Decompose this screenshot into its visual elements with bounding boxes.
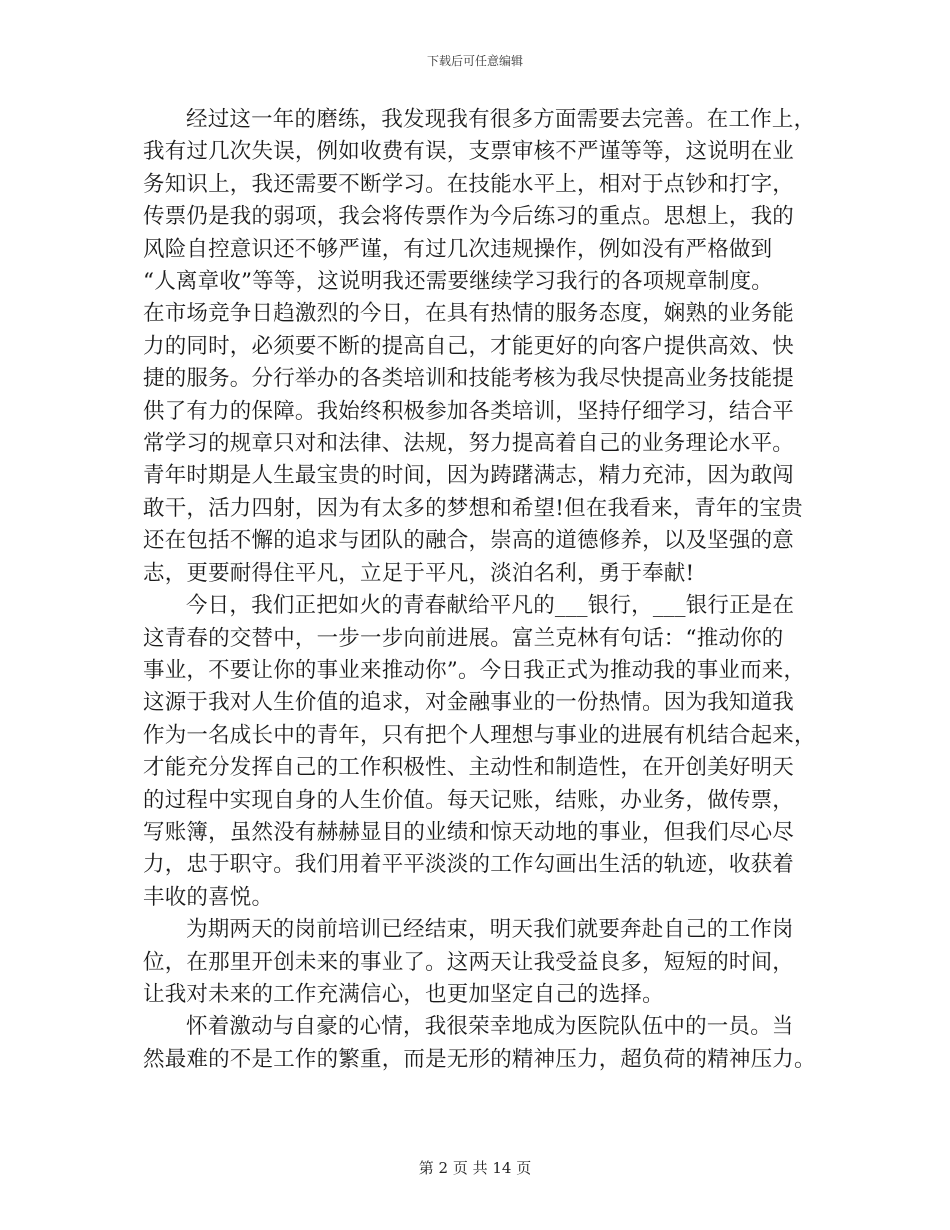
page-header: 下载后可任意编辑 <box>426 54 523 68</box>
paragraph-first-line: 怀着激动与自豪的心情，我很荣幸地成为医院队伍中的一员。当 <box>186 1014 794 1040</box>
paragraph-first-line: 今日，我们正把如火的青春献给平凡的___银行，___银行正是在 <box>186 593 795 619</box>
text-line: 力，忠于职守。我们用着平平淡淡的工作勾画出生活的轨迹，收获着 <box>143 852 795 878</box>
text-line: 还在包括不懈的追求与团队的融合，崇高的道德修养，以及坚强的意 <box>143 528 795 554</box>
page-footer: 第 2 页 共 14 页 <box>418 1159 532 1177</box>
text-line: 力的同时，必须要不断的提高自己，才能更好的向客户提供高效、快 <box>143 333 795 359</box>
text-line: 志，更要耐得住平凡，立足于平凡，淡泊名利，勇于奉献! <box>143 560 695 586</box>
document-body <box>143 104 823 1076</box>
text-line: 才能充分发挥自己的工作积极性、主动性和制造性，在开创美好明天 <box>143 755 795 781</box>
text-line: 让我对未来的工作充满信心，也更加坚定自己的选择。 <box>143 981 664 1007</box>
text-line: 敢干，活力四射，因为有太多的梦想和希望!但在我看来，青年的宝贵 <box>143 495 803 521</box>
text-line: 位，在那里开创未来的事业了。这两天让我受益良多，短短的时间， <box>143 949 795 975</box>
text-line: 捷的服务。分行举办的各类培训和技能考核为我尽快提高业务技能提 <box>143 366 795 392</box>
text-line: 青年时期是人生最宝贵的时间，因为踌躇满志，精力充沛，因为敢闯 <box>143 463 795 489</box>
text-line: 风险自控意识还不够严谨，有过几次违规操作，例如没有严格做到 <box>143 236 773 262</box>
text-line: 写账簿，虽然没有赫赫显目的业绩和惊天动地的事业，但我们尽心尽 <box>143 819 795 845</box>
text-line: 这青春的交替中，一步一步向前进展。富兰克林有句话：“推动你的 <box>143 625 784 651</box>
text-line: 的过程中实现自身的人生价值。每天记账，结账，办业务，做传票， <box>143 787 795 813</box>
text-line: 在市场竞争日趋激烈的今日，在具有热情的服务态度，娴熟的业务能 <box>143 301 795 327</box>
text-line: 作为一名成长中的青年，只有把个人理想与事业的进展有机结合起来， <box>143 722 816 748</box>
text-line: 这源于我对人生价值的追求，对金融事业的一份热情。因为我知道我 <box>143 690 795 716</box>
text-line: 供了有力的保障。我始终积极参加各类培训，坚持仔细学习，结合平 <box>143 398 795 424</box>
text-line: 传票仍是我的弱项，我会将传票作为今后练习的重点。思想上，我的 <box>143 204 795 230</box>
text-line: 我有过几次失误，例如收费有误，支票审核不严谨等等，这说明在业 <box>143 139 795 165</box>
text-line: 然最难的不是工作的繁重，而是无形的精神压力，超负荷的精神压力。 <box>143 1046 816 1072</box>
text-line: “人离章收”等等，这说明我还需要继续学习我行的各项规章制度。 <box>143 269 773 295</box>
paragraph-first-line: 为期两天的岗前培训已经结束，明天我们就要奔赴自己的工作岗 <box>186 917 794 943</box>
text-line: 丰收的喜悦。 <box>143 884 274 910</box>
text-line: 常学习的规章只对和法律、法规，努力提高着自己的业务理论水平。 <box>143 431 795 457</box>
paragraph-first-line: 经过这一年的磨练，我发现我有很多方面需要去完善。在工作上， <box>186 107 816 132</box>
text-line: 务知识上，我还需要不断学习。在技能水平上，相对于点钞和打字， <box>143 171 795 197</box>
text-line: 事业，不要让你的事业来推动你”。今日我正式为推动我的事业而来， <box>143 657 806 683</box>
